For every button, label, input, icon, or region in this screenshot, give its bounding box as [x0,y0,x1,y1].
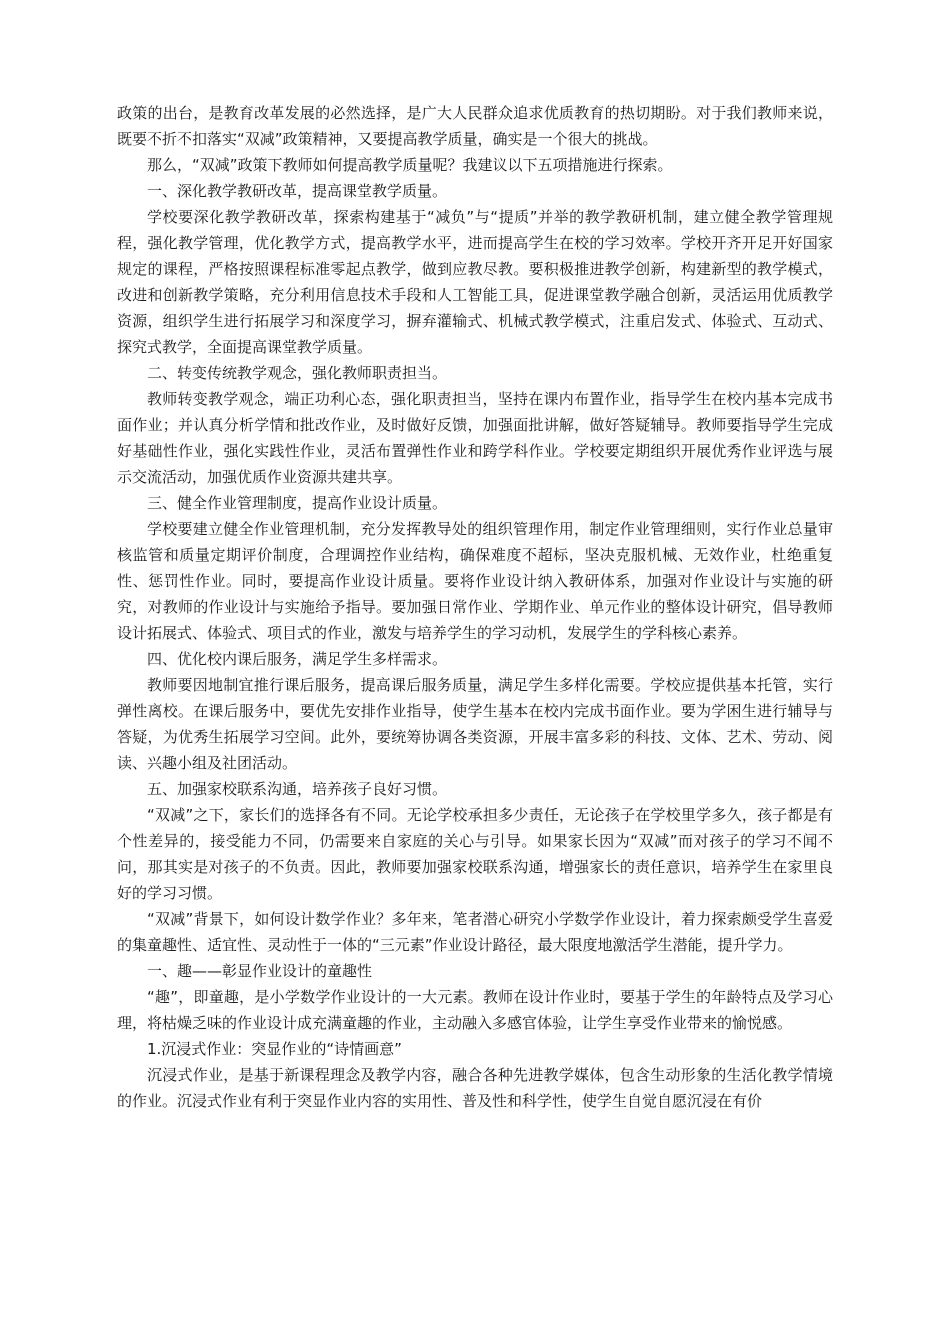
paragraph-9: “趣”，即童趣，是小学数学作业设计的一大元素。教师在设计作业时，要基于学生的年龄特点及学习心理，将枯燥乏味的作业设计成充满童趣的作业，主动融入多感官体验，让学生享受作业带来的愉悦感。 [117,988,833,1032]
section-heading-5: 五、加强家校联系沟通，培养孩子良好习惯。 [147,780,448,798]
subsection-heading-2: 1.沉浸式作业：突显作业的“诗情画意” [147,1040,402,1058]
section-heading-1: 一、深化教学教研改革，提高课堂教学质量。 [147,182,448,200]
paragraph-1: 政策的出台，是教育改革发展的必然选择，是广大人民群众追求优质教育的热切期盼。对于我们教师来说，既要不折不扣落实“双减”政策精神，又要提高教学质量，确实是一个很大的挑战。 [117,104,833,148]
paragraph-8: “双减”背景下，如何设计数学作业？多年来，笔者潜心研究小学数学作业设计，着力探索颇受学生喜爱的集童趣性、适宜性、灵动性于一体的“三元素”作业设计路径，最大限度地激活学生潜能，提升学力。 [117,910,833,954]
paragraph-5: 学校要建立健全作业管理机制，充分发挥教导处的组织管理作用，制定作业管理细则，实行作业总量审核监管和质量定期评价制度，合理调控作业结构，确保难度不超标，坚决克服机械、无效作业，杜绝重复性、惩罚性作业。同时，要提高作业设计质量。要将作业设计纳入教研体系，加强对作业设计与实施的研究，对教师的作业设计与实施给予指导。要加强日常作业、学期作业、单元作业的整体设计研究，倡导教师设计拓展式、体验式、项目式的作业，激发与培养学生的学习动机，发展学生的学科核心素养。 [117,520,833,642]
paragraph-7: “双减”之下，家长们的选择各有不同。无论学校承担多少责任，无论孩子在学校里学多久，孩子都是有个性差异的，接受能力不同，仍需要来自家庭的关心与引导。如果家长因为“双减”而对孩子的学习不闻不问，那其实是对孩子的不负责。因此，教师要加强家校联系沟通，增强家长的责任意识，培养学生在家里良好的学习习惯。 [117,806,833,902]
paragraph-10: 沉浸式作业，是基于新课程理念及教学内容，融合各种先进教学媒体，包含生动形象的生活化教学情境的作业。沉浸式作业有利于突显作业内容的实用性、普及性和科学性，使学生自觉自愿沉浸在有价 [117,1066,833,1110]
paragraph-2: 那么，“双减”政策下教师如何提高教学质量呢？我建议以下五项措施进行探索。 [147,156,673,174]
section-heading-3: 三、健全作业管理制度，提高作业设计质量。 [147,494,448,512]
subsection-heading-1: 一、趣——彰显作业设计的童趣性 [147,962,373,980]
paragraph-3: 学校要深化教学教研改革，探索构建基于“减负”与“提质”并举的教学教研机制，建立健全教学管理规程，强化教学管理，优化教学方式，提高教学水平，进而提高学生在校的学习效率。学校开齐开足开好国家规定的课程，严格按照课程标准零起点教学，做到应教尽教。要积极推进教学创新，构建新型的教学模式，改进和创新教学策略，充分利用信息技术手段和人工智能工具，促进课堂教学融合创新，灵活运用优质教学资源，组织学生进行拓展学习和深度学习，摒弃灌输式、机械式教学模式，注重启发式、体验式、互动式、探究式教学，全面提高课堂教学质量。 [117,208,833,356]
paragraph-6: 教师要因地制宜推行课后服务，提高课后服务质量，满足学生多样化需要。学校应提供基本托管，实行弹性离校。在课后服务中，要优先安排作业指导，使学生基本在校内完成书面作业。要为学困生进行辅导与答疑，为优秀生拓展学习空间。此外，要统筹协调各类资源，开展丰富多彩的科技、文体、艺术、劳动、阅读、兴趣小组及社团活动。 [117,676,833,772]
section-heading-2: 二、转变传统教学观念，强化教师职责担当。 [147,364,448,382]
section-heading-4: 四、优化校内课后服务，满足学生多样需求。 [147,650,448,668]
paragraph-4: 教师转变教学观念，端正功利心态，强化职责担当，坚持在课内布置作业，指导学生在校内基本完成书面作业；并认真分析学情和批改作业，及时做好反馈，加强面批讲解，做好答疑辅导。教师要指导学生完成好基础性作业，强化实践性作业，灵活布置弹性作业和跨学科作业。学校要定期组织开展优秀作业评选与展示交流活动，加强优质作业资源共建共享。 [117,390,833,486]
document-page [117,100,833,1114]
